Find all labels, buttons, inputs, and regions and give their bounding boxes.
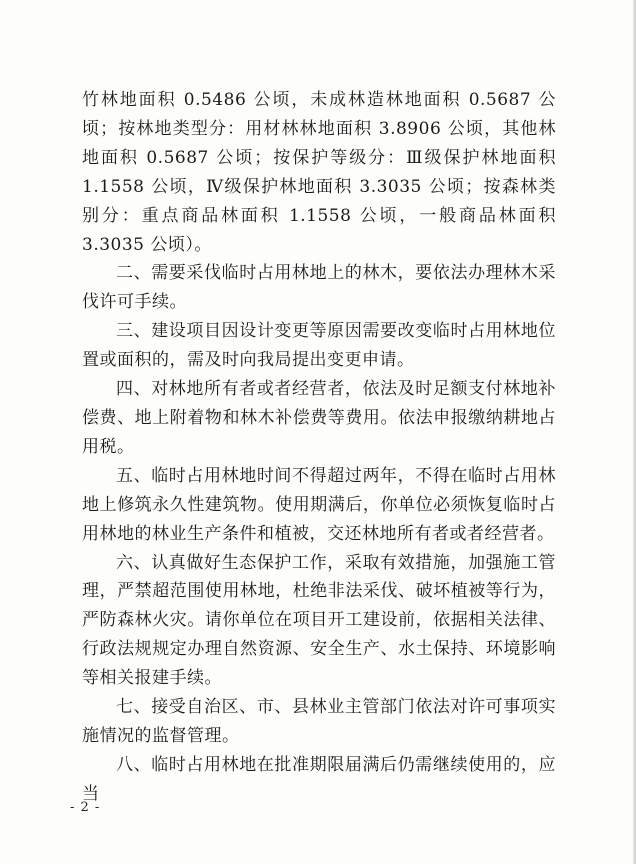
document-body [82, 86, 556, 809]
paragraph-item-2-felling-permit: 二、需要采伐临时占用林地上的林木，要依法办理林木采伐许可手续。 [82, 263, 556, 313]
paragraph-item-3-change-request: 三、建设项目因设计变更等原因需要改变临时占用林地位置或面积的，需及时向我局提出变更申请。 [82, 321, 556, 371]
paragraph-item-8-continued-use: 八、临时占用林地在批准期限届满后仍需继续使用的，应当 [82, 754, 556, 804]
page-number: - 2 - [70, 800, 101, 815]
paragraph-continuation-forest-area: 竹林地面积 0.5486 公顷，未成林造林地面积 0.5687 公顷；按林地类型分：用材林林地面积 3.8906 公顷，其他林地面积 0.5687 公顷；按保护等级分：Ⅲ级保护林地面积 1.1558 公顷，Ⅳ级保护林地面积 3.3035 公顷；按森林类别分：重点商品林面积 1.1558 公顷，一般商品林面积 3.3035 公顷）。 [82, 90, 556, 255]
paragraph-item-5-time-limit: 五、临时占用林地时间不得超过两年，不得在临时占用林地上修筑永久性建筑物。使用期满后，你单位必须恢复临时占用林地的林业生产条件和植被，交还林地所有者或者经营者。 [82, 465, 556, 544]
paragraph-item-6-ecological-protection: 六、认真做好生态保护工作，采取有效措施，加强施工管理，严禁超范围使用林地，杜绝非法采伐、破坏植被等行为，严防森林火灾。请你单位在项目开工建设前，依据相关法律、行政法规规定办理自然资源、安全生产、水土保持、环境影响等相关报建手续。 [82, 552, 556, 689]
paragraph-item-7-supervision: 七、接受自治区、市、县林业主管部门依法对许可事项实施情况的监督管理。 [82, 697, 556, 746]
paragraph-item-4-compensation: 四、对林地所有者或者经营者，依法及时足额支付林地补偿费、地上附着物和林木补偿费等费用。依法申报缴纳耕地占用税。 [82, 379, 556, 457]
